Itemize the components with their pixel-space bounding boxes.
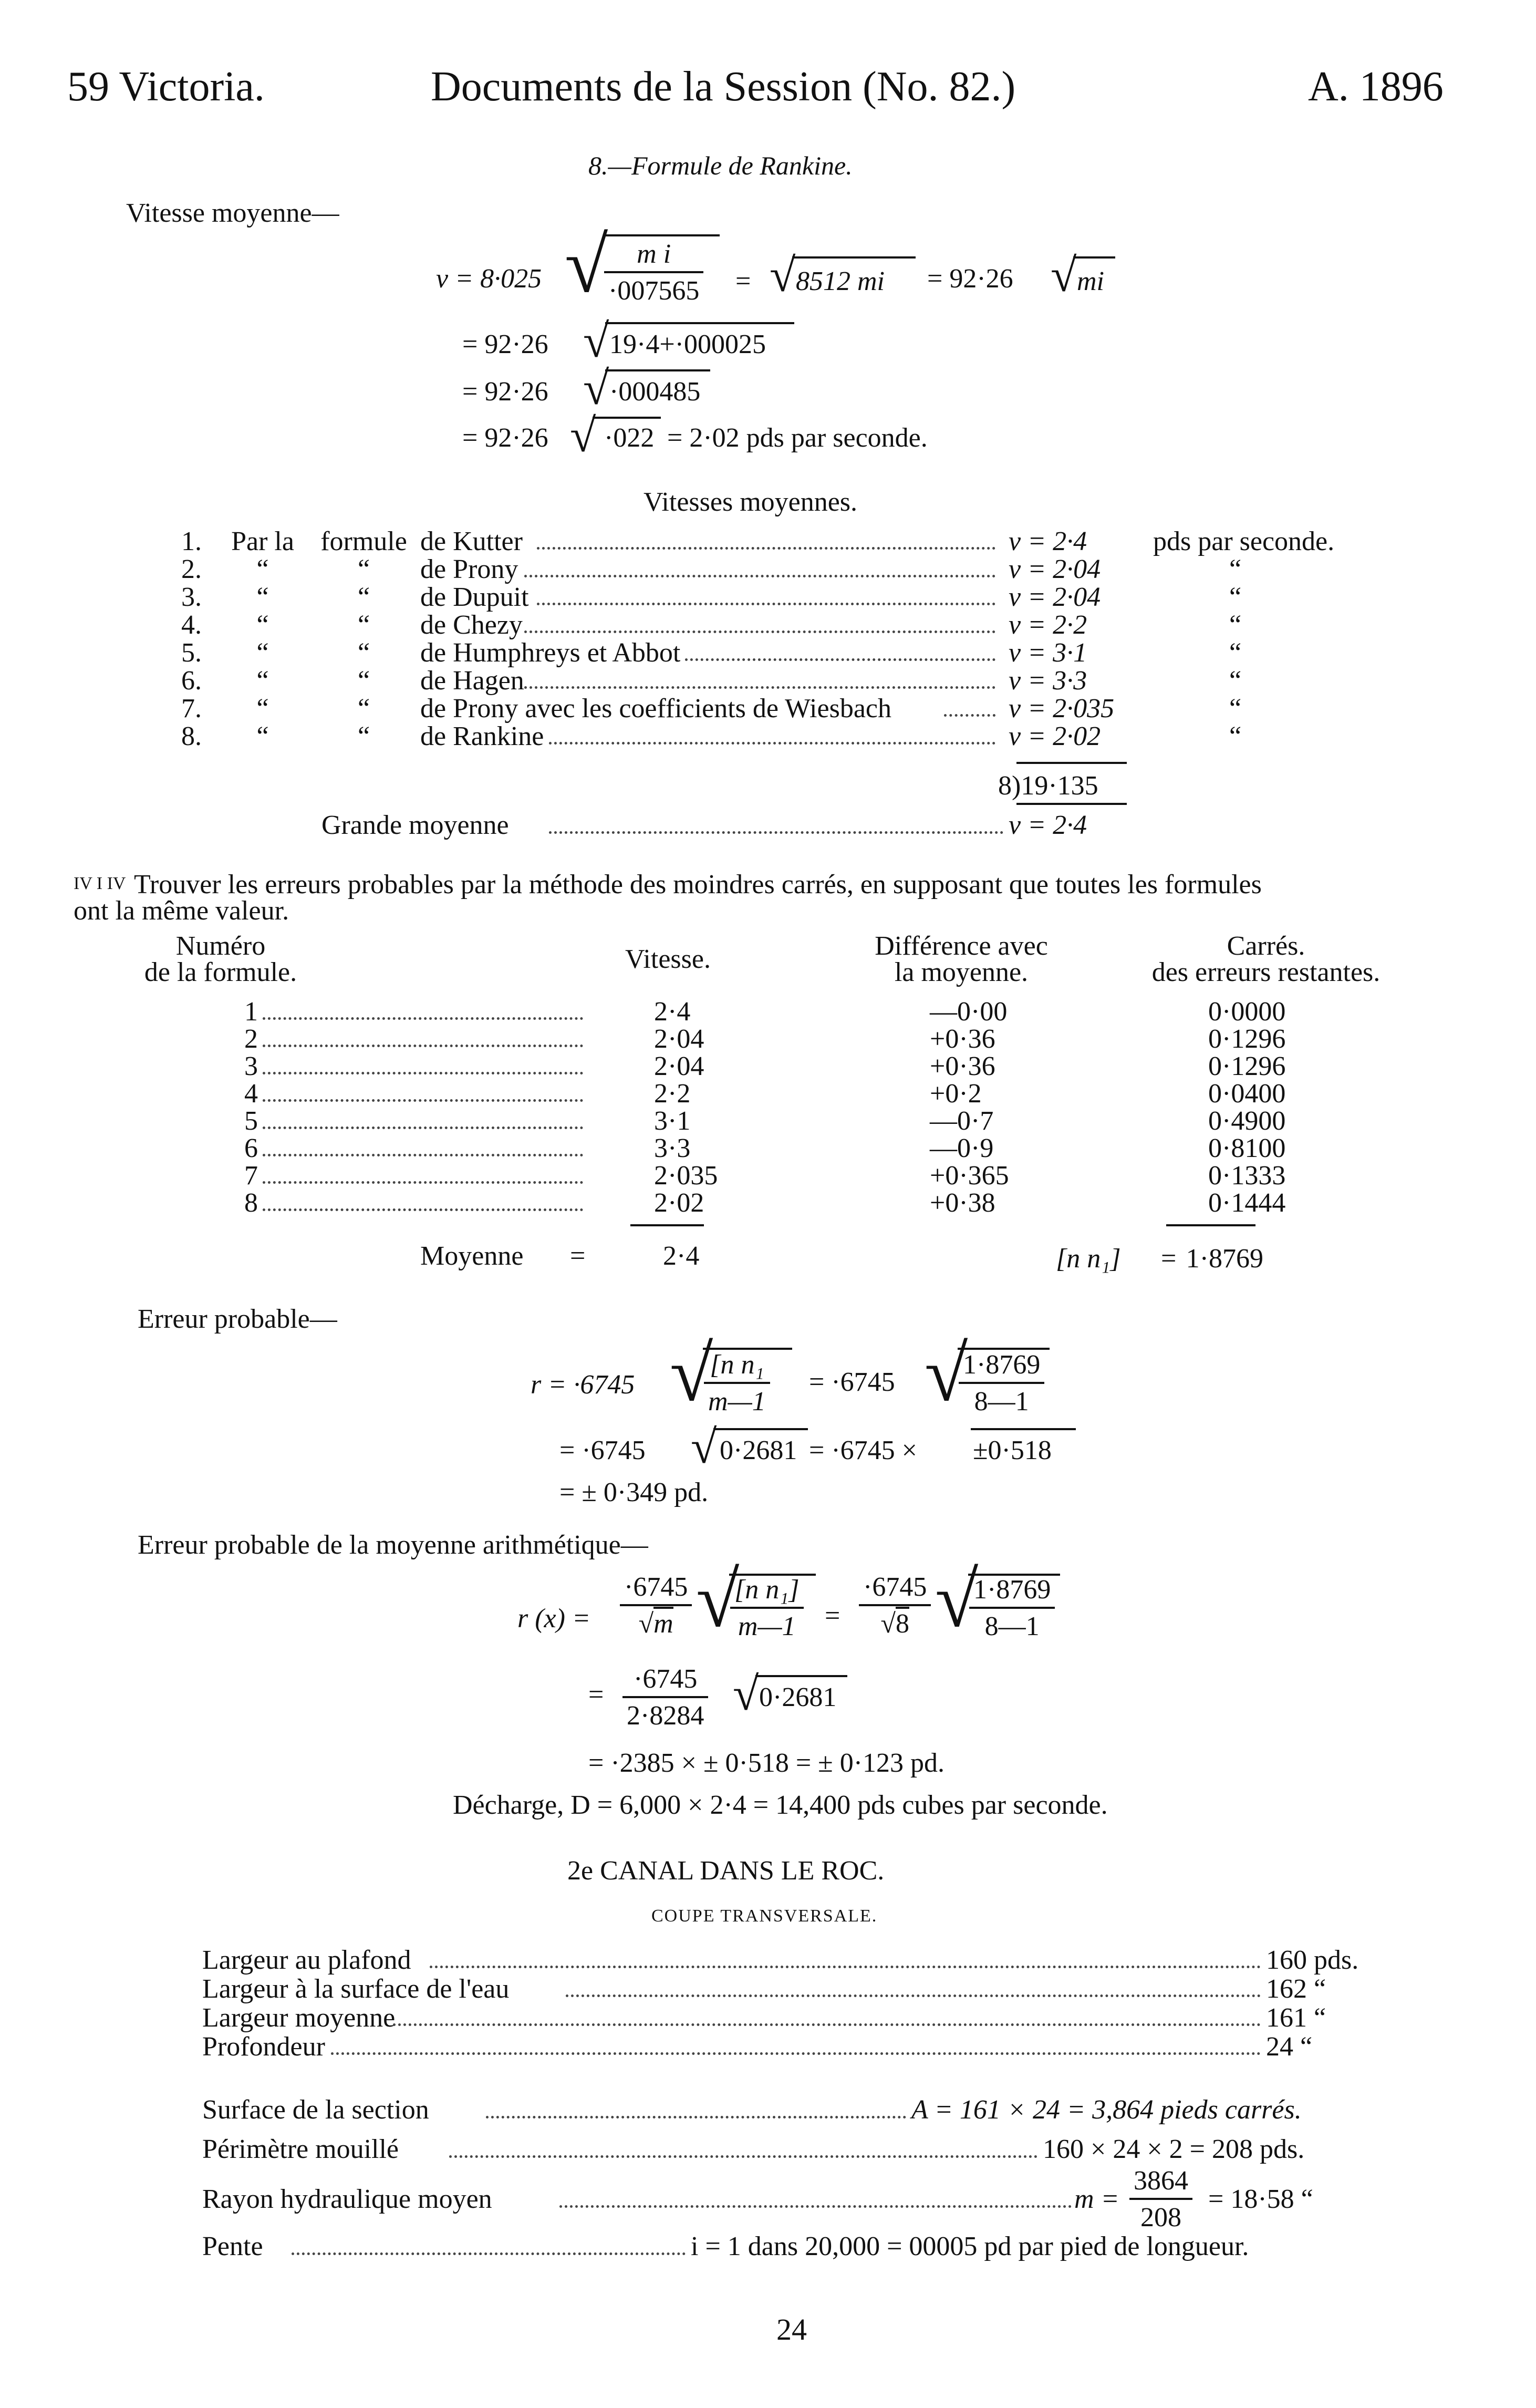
eq1-equals: = xyxy=(735,266,751,296)
leader-dots xyxy=(263,1208,583,1211)
leader-dots xyxy=(549,831,1003,834)
table-cell-difference: +0·38 xyxy=(930,1188,995,1218)
r3: = ± 0·349 pd. xyxy=(559,1477,709,1507)
row-velocity: v = 2·04 xyxy=(1009,554,1101,584)
col-numero-2: de la formule. xyxy=(144,957,297,987)
table-row-number: 2 xyxy=(244,1024,258,1054)
nn-value: 1·8769 xyxy=(1186,1244,1263,1274)
sum-value: 8)19·135 xyxy=(998,771,1098,801)
table-row-number: 1 xyxy=(244,997,258,1027)
leader-dots xyxy=(393,2023,1261,2026)
r1-mid: = ·6745 xyxy=(809,1367,895,1397)
margin-note: IV I IV xyxy=(74,874,126,893)
row-unit-ditto: “ xyxy=(1229,554,1242,584)
canal-item-label: Largeur à la surface de l'eau xyxy=(202,1974,510,2004)
leader-dots xyxy=(549,742,995,745)
row-velocity: v = 3·1 xyxy=(1009,638,1087,668)
surface-label: Surface de la section xyxy=(202,2095,429,2125)
radical-bar xyxy=(971,1428,1076,1430)
eq4-left: = 92·26 xyxy=(462,423,548,453)
canal-item-value: 162 “ xyxy=(1266,1974,1326,2004)
eq3-left: = 92·26 xyxy=(462,377,548,407)
row-ditto-b: “ xyxy=(357,694,370,724)
col-carres-2: des erreurs restantes. xyxy=(1151,957,1381,987)
eq1-left: v = 8·025 xyxy=(436,264,542,294)
row-unit-ditto: “ xyxy=(1229,666,1242,696)
row-formula-name: de Chezy xyxy=(420,610,523,640)
eq1-den: ·007565 xyxy=(608,276,700,306)
eq1-num: m i xyxy=(604,241,703,273)
f4-num: 1·8769 xyxy=(969,1576,1055,1609)
row-ditto-a: Par la xyxy=(231,526,294,556)
row-number: 8. xyxy=(181,721,202,751)
sqrt-icon: √ xyxy=(565,222,608,309)
eq4-rad: ·022 xyxy=(604,423,655,453)
leader-dots xyxy=(331,2052,1261,2055)
row-unit-ditto: “ xyxy=(1229,694,1242,724)
sqrt-icon: √ xyxy=(935,1556,979,1644)
row-number: 6. xyxy=(181,666,202,696)
table-cell-carre: 0·0000 xyxy=(1208,997,1286,1027)
eq3-rad: ·000485 xyxy=(609,377,701,407)
row-formula-name: de Prony xyxy=(420,554,518,584)
canal-item-label: Profondeur xyxy=(202,2032,325,2062)
leader-dots xyxy=(449,2155,1037,2158)
table-cell-vitesse: 2·04 xyxy=(654,1051,704,1081)
row-ditto-b: “ xyxy=(357,554,370,584)
f4-fraction xyxy=(969,1576,1055,1640)
sqrt-icon: √ xyxy=(1051,250,1077,302)
vitesses-unit: pds par seconde. xyxy=(1153,526,1335,556)
row-unit-ditto: “ xyxy=(1229,721,1242,751)
row-formula-name: de Kutter xyxy=(420,526,523,556)
canal-item-value: 161 “ xyxy=(1266,2003,1326,2033)
moyenne-eq: = xyxy=(570,1241,586,1271)
perimetre-value: 160 × 24 × 2 = 208 pds. xyxy=(1043,2134,1305,2164)
f2-den: m—1 xyxy=(738,1611,796,1641)
row-ditto-b: “ xyxy=(357,721,370,751)
sqrt-icon: √ xyxy=(770,250,796,302)
row-number: 3. xyxy=(181,582,202,612)
r2-left: = ·6745 xyxy=(559,1435,646,1465)
leader-dots xyxy=(263,1127,583,1129)
table-cell-vitesse: 2·4 xyxy=(654,997,691,1027)
row-unit-ditto: “ xyxy=(1229,610,1242,640)
col-difference-2: la moyenne. xyxy=(894,957,1029,987)
table-row-number: 4 xyxy=(244,1079,258,1109)
table-cell-vitesse: 2·04 xyxy=(654,1024,704,1054)
erreurs-intro: Trouver les erreurs probables par la méthode des moindres carrés, en supposant que toutes les formules xyxy=(134,870,1262,900)
erreur-probable-label: Erreur probable— xyxy=(138,1304,337,1334)
table-cell-difference: —0·7 xyxy=(930,1106,994,1136)
table-cell-carre: 0·8100 xyxy=(1208,1133,1286,1163)
leader-dots xyxy=(263,1181,583,1184)
moyenne-arith-label: Erreur probable de la moyenne arithmétique— xyxy=(138,1530,648,1560)
row-velocity: v = 2·02 xyxy=(1009,721,1101,751)
row-ditto-b: “ xyxy=(357,666,370,696)
table-cell-carre: 0·1296 xyxy=(1208,1024,1286,1054)
vitesses-title: Vitesses moyennes. xyxy=(644,487,858,517)
canal-item-label: Largeur au plafond xyxy=(202,1945,411,1975)
rayon-m: m = xyxy=(1074,2184,1119,2214)
row-number: 5. xyxy=(181,638,202,668)
leader-dots xyxy=(430,1966,1261,1968)
section-title: 8.—Formule de Rankine. xyxy=(588,151,853,180)
sqrt-icon: √ xyxy=(583,363,609,415)
r1-num: [n n₁ xyxy=(704,1351,770,1384)
sqrt-icon: √ xyxy=(696,1556,740,1644)
table-row-number: 7 xyxy=(244,1161,258,1191)
row-ditto-a: “ xyxy=(256,638,269,668)
table-cell-vitesse: 3·1 xyxy=(654,1106,691,1136)
table-cell-vitesse: 2·035 xyxy=(654,1161,718,1191)
r2-rad: 0·2681 xyxy=(720,1435,797,1465)
leader-dots xyxy=(566,1994,1261,1997)
r1-fraction xyxy=(704,1351,770,1415)
header-title: Documents de la Session (No. 82.) xyxy=(431,64,1016,110)
l3: = ·2385 × ± 0·518 = ± 0·123 pd. xyxy=(588,1748,945,1778)
leader-dots xyxy=(944,714,995,717)
sqrt-icon: √ xyxy=(570,410,596,462)
grand-moyenne-value: v = 2·4 xyxy=(1009,810,1087,840)
r1-den: m—1 xyxy=(708,1387,766,1417)
l2-fraction xyxy=(622,1666,708,1730)
radical-bar xyxy=(605,369,710,371)
decharge: Décharge, D = 6,000 × 2·4 = 14,400 pds cubes par seconde. xyxy=(453,1790,1108,1820)
leader-dots xyxy=(559,2205,1072,2208)
l2-left: = xyxy=(588,1680,604,1710)
table-cell-difference: +0·36 xyxy=(930,1024,995,1054)
table-cell-difference: +0·36 xyxy=(930,1051,995,1081)
surface-value: A = 161 × 24 = 3,864 pieds carrés. xyxy=(911,2095,1302,2125)
f1-den: √m xyxy=(620,1606,692,1638)
eq1-rad2: 8512 mi xyxy=(796,266,885,296)
table-row-number: 8 xyxy=(244,1188,258,1218)
eq1-rad3: mi xyxy=(1077,266,1104,296)
f3-den: √8 xyxy=(859,1606,931,1638)
pente-label: Pente xyxy=(202,2231,263,2261)
f3-num: ·6745 xyxy=(859,1574,931,1606)
col-difference: Différence avec xyxy=(875,931,1048,961)
rayon-den: 208 xyxy=(1140,2203,1181,2233)
table-cell-carre: 0·4900 xyxy=(1208,1106,1286,1136)
row-ditto-a: “ xyxy=(256,721,269,751)
header-left: 59 Victoria. xyxy=(67,64,265,110)
table-cell-difference: +0·365 xyxy=(930,1161,1009,1191)
sqrt-icon: √ xyxy=(733,1668,759,1720)
row-ditto-b: “ xyxy=(357,638,370,668)
canal-item-value: 24 “ xyxy=(1266,2032,1313,2062)
leader-dots xyxy=(537,547,995,550)
table-cell-difference: —0·9 xyxy=(930,1133,994,1163)
leader-dots xyxy=(524,686,995,689)
grand-moyenne-label: Grande moyenne xyxy=(321,810,509,840)
r1-den-2: 8—1 xyxy=(974,1387,1029,1417)
radical-bar xyxy=(605,322,794,324)
row-number: 7. xyxy=(181,694,202,724)
r2-mid: = ·6745 × xyxy=(809,1435,917,1465)
radical-bar xyxy=(792,256,916,259)
col-numero: Numéro xyxy=(175,931,266,961)
radical-bar xyxy=(1073,256,1115,259)
sqrt-icon: √ xyxy=(925,1330,968,1418)
f3-den-rad: 8 xyxy=(896,1607,909,1639)
sqrt-icon: √ xyxy=(670,1330,713,1418)
leader-dots xyxy=(263,1072,583,1074)
canal-item-label: Largeur moyenne xyxy=(202,2003,396,2033)
row-formula-name: de Rankine xyxy=(420,721,544,751)
rayon-label: Rayon hydraulique moyen xyxy=(202,2184,492,2214)
rayon-value: = 18·58 “ xyxy=(1208,2184,1313,2214)
rayon-fraction xyxy=(1129,2167,1192,2231)
f3-fraction xyxy=(859,1574,931,1638)
row-velocity: v = 2·04 xyxy=(1009,582,1101,612)
radical-bar xyxy=(604,234,720,236)
table-cell-difference: +0·2 xyxy=(930,1079,982,1109)
radical-bar xyxy=(755,1675,847,1677)
eq2-rad: 19·4+·000025 xyxy=(609,329,766,359)
row-number: 2. xyxy=(181,554,202,584)
table-row-number: 6 xyxy=(244,1133,258,1163)
eq4-result: = 2·02 pds par seconde. xyxy=(667,423,928,453)
canal-title: 2e CANAL DANS LE ROC. xyxy=(567,1856,885,1886)
row-ditto-a: “ xyxy=(256,554,269,584)
table-cell-vitesse: 2·02 xyxy=(654,1188,704,1218)
eq1-fraction xyxy=(604,241,703,305)
table-cell-difference: —0·00 xyxy=(930,997,1008,1027)
l2-den: 2·8284 xyxy=(627,1701,704,1731)
radical-bar xyxy=(713,1428,808,1430)
leader-dots xyxy=(263,1099,583,1102)
row-ditto-a: “ xyxy=(256,610,269,640)
row-ditto-b: formule xyxy=(320,526,407,556)
f2-fraction xyxy=(730,1576,804,1640)
f2-num: [n n₁] xyxy=(730,1576,804,1609)
r1-left: r = ·6745 xyxy=(531,1370,635,1400)
table-rule xyxy=(1166,1224,1255,1226)
r2-right: ±0·518 xyxy=(973,1435,1052,1465)
rx-mid: = xyxy=(825,1601,840,1631)
sqrt-icon: √ xyxy=(691,1421,717,1473)
leader-dots xyxy=(537,603,995,605)
pente-value: i = 1 dans 20,000 = 00005 pd par pied de longueur. xyxy=(691,2231,1249,2261)
row-unit-ditto: “ xyxy=(1229,582,1242,612)
table-row-number: 3 xyxy=(244,1051,258,1081)
row-unit-ditto: “ xyxy=(1229,638,1242,668)
table-cell-carre: 0·0400 xyxy=(1208,1079,1286,1109)
moyenne-value: 2·4 xyxy=(663,1241,700,1271)
leader-dots xyxy=(685,658,995,661)
row-formula-name: de Hagen xyxy=(420,666,524,696)
f1-num: ·6745 xyxy=(620,1574,692,1606)
row-ditto-a: “ xyxy=(256,694,269,724)
f4-den: 8—1 xyxy=(984,1611,1040,1641)
table-cell-vitesse: 3·3 xyxy=(654,1133,691,1163)
l2-num: ·6745 xyxy=(622,1666,708,1698)
table-cell-carre: 0·1444 xyxy=(1208,1188,1286,1218)
row-number: 4. xyxy=(181,610,202,640)
leader-dots xyxy=(486,2116,906,2118)
l2-rad: 0·2681 xyxy=(759,1682,837,1712)
row-formula-name: de Humphreys et Abbot xyxy=(420,638,681,668)
row-ditto-a: “ xyxy=(256,582,269,612)
row-formula-name: de Prony avec les coefficients de Wiesbach xyxy=(420,694,891,724)
canal-item-value: 160 pds. xyxy=(1266,1945,1359,1975)
intro-text: Vitesse moyenne— xyxy=(126,198,339,228)
f1-den-rad: m xyxy=(653,1607,673,1639)
row-velocity: v = 2·035 xyxy=(1009,694,1115,724)
nn-eq: = xyxy=(1161,1244,1177,1274)
sqrt-icon: √ xyxy=(583,315,609,367)
table-cell-carre: 0·1333 xyxy=(1208,1161,1286,1191)
leader-dots xyxy=(292,2252,686,2255)
radical-bar xyxy=(593,417,661,419)
rayon-num: 3864 xyxy=(1129,2167,1192,2200)
leader-dots xyxy=(263,1017,583,1020)
row-velocity: v = 2·2 xyxy=(1009,610,1087,640)
nn-label: [n n₁] xyxy=(1056,1244,1121,1274)
eq2-left: = 92·26 xyxy=(462,329,548,359)
rx-left: r (x) = xyxy=(517,1604,591,1634)
page-number: 24 xyxy=(776,2312,807,2347)
f1-fraction xyxy=(620,1574,692,1638)
table-cell-carre: 0·1296 xyxy=(1208,1051,1286,1081)
erreurs-intro-2: ont la même valeur. xyxy=(74,896,289,926)
row-velocity: v = 2·4 xyxy=(1009,526,1087,556)
r1-fraction-2 xyxy=(959,1351,1044,1415)
col-vitesse: Vitesse. xyxy=(625,944,711,974)
table-cell-vitesse: 2·2 xyxy=(654,1079,691,1109)
sum-rule xyxy=(1016,803,1127,805)
sum-rule xyxy=(1016,762,1127,764)
leader-dots xyxy=(524,631,995,633)
row-ditto-b: “ xyxy=(357,582,370,612)
col-carres: Carrés. xyxy=(1227,931,1305,961)
leader-dots xyxy=(263,1045,583,1047)
row-number: 1. xyxy=(181,526,202,556)
perimetre-label: Périmètre mouillé xyxy=(202,2134,399,2164)
row-formula-name: de Dupuit xyxy=(420,582,529,612)
row-ditto-b: “ xyxy=(357,610,370,640)
moyenne-label: Moyenne xyxy=(420,1241,524,1271)
row-ditto-a: “ xyxy=(256,666,269,696)
row-velocity: v = 3·3 xyxy=(1009,666,1087,696)
table-row-number: 5 xyxy=(244,1106,258,1136)
canal-subtitle: COUPE TRANSVERSALE. xyxy=(651,1906,878,1926)
r1-num-2: 1·8769 xyxy=(959,1351,1044,1384)
header-right: A. 1896 xyxy=(1308,64,1444,110)
table-rule xyxy=(630,1224,704,1226)
eq1-eq2: = 92·26 xyxy=(927,264,1013,294)
leader-dots xyxy=(263,1154,583,1156)
leader-dots xyxy=(524,575,995,577)
